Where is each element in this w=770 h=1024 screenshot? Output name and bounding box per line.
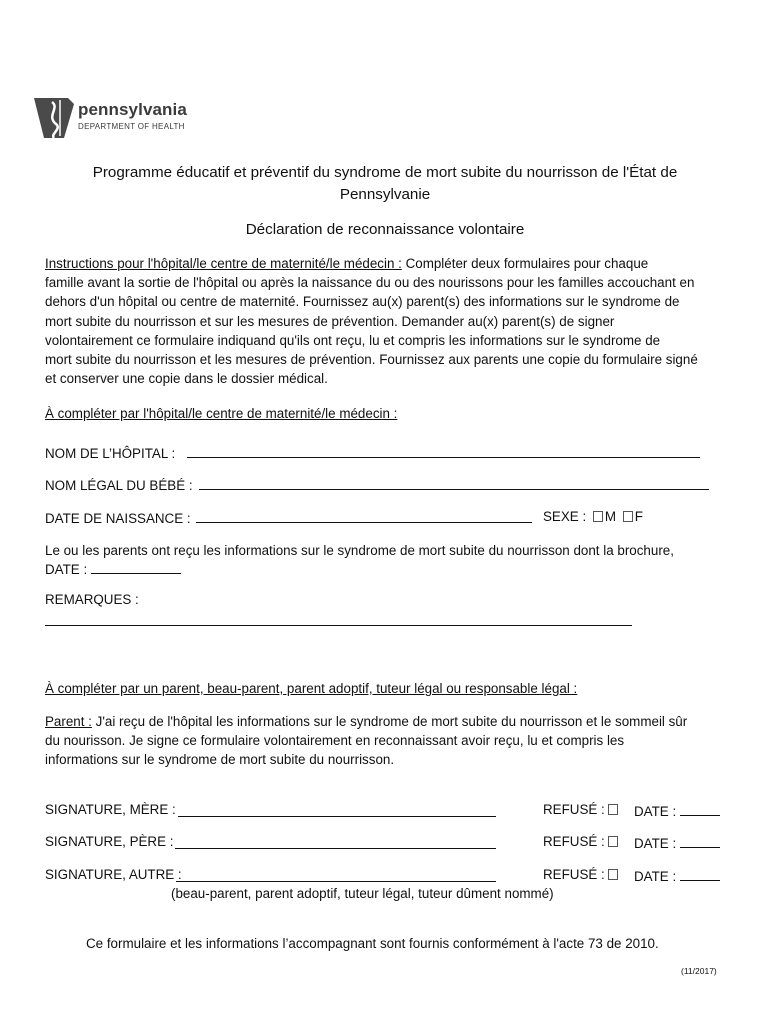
baby-name-row xyxy=(45,476,709,493)
refused-label: REFUSÉ : xyxy=(543,867,605,882)
brochure-date-field[interactable] xyxy=(91,560,181,574)
parent-label: Parent : xyxy=(45,714,92,729)
pa-logo xyxy=(34,96,78,140)
sex-label: SEXE : xyxy=(543,509,587,524)
hospital-section-heading: À compléter par l'hôpital/le centre de maternité/le médecin : xyxy=(45,406,398,421)
instructions-line: famille avant la sortie de l'hôpital ou après la naissance du ou des nourissons pour les familles accouchant en xyxy=(45,275,695,291)
signature-label: SIGNATURE, PÈRE : xyxy=(45,834,174,849)
signature-other-field[interactable] xyxy=(176,881,496,882)
remarks-field[interactable] xyxy=(45,625,632,626)
birth-date-label: DATE DE NAISSANCE : xyxy=(45,511,191,526)
refused-label: REFUSÉ : xyxy=(543,802,605,817)
legal-footer: Ce formulaire et les informations l’accompagnant sont fournis conformément à l'acte 73 de 2010. xyxy=(86,936,659,951)
sex-f-label: F xyxy=(634,509,643,524)
logo-department: DEPARTMENT OF HEALTH xyxy=(78,122,185,131)
instructions-label: Instructions pour l'hôpital/le centre de maternité/le médecin : xyxy=(45,256,402,271)
brochure-date-label: DATE : xyxy=(45,562,88,578)
date-mother-field[interactable] xyxy=(680,802,720,816)
sex-f-checkbox[interactable] xyxy=(623,511,633,522)
page-subtitle: Déclaration de reconnaissance volontaire xyxy=(245,221,525,238)
instructions-first-line: Compléter deux formulaires pour chaque xyxy=(401,256,649,271)
refused-father xyxy=(543,834,620,849)
date-father-field[interactable] xyxy=(680,834,720,848)
refused-mother xyxy=(543,802,620,817)
hospital-name-label: NOM DE L’HÔPITAL : xyxy=(45,446,176,461)
signature-mother-field[interactable] xyxy=(178,816,496,817)
instructions-line: mort subite du nourrisson et sur les mesures de prévention. Demander au(x) parent(s) de signer xyxy=(45,313,615,329)
refused-other-checkbox[interactable] xyxy=(608,869,618,880)
sex-m-label: M xyxy=(604,509,617,524)
date-father xyxy=(634,834,720,851)
date-other-field[interactable] xyxy=(680,867,720,881)
signature-row-other xyxy=(45,867,182,882)
parent-statement-line-1: J'ai reçu de l'hôpital les informations sur le syndrome de mort subite du nourrisson et le sommeil sûr xyxy=(91,714,688,729)
birth-date-field[interactable] xyxy=(196,509,532,523)
sex-m-checkbox[interactable] xyxy=(593,511,603,522)
parent-statement-line-2: du nourisson. Je signe ce formulaire volontairement en reconnaissant avoir reçu, lu et compris les xyxy=(45,733,625,749)
instructions-line: volontairement ce formulaire indiquand qu'ils ont reçu, lu et compris les informations sur le syndrome de xyxy=(45,332,661,348)
baby-name-field[interactable] xyxy=(199,476,709,490)
birth-date-row xyxy=(45,509,532,526)
parent-section-heading: À compléter par un parent, beau-parent, parent adoptif, tuteur légal ou responsable légal : xyxy=(45,681,578,696)
refused-mother-checkbox[interactable] xyxy=(608,804,618,815)
date-label: DATE : xyxy=(634,804,677,819)
instructions-line: mort subite du nourrisson et les mesures de prévention. Fournissez aux parents une copie du formulaire signé xyxy=(45,352,698,368)
baby-name-label: NOM LÉGAL DU BÉBÉ : xyxy=(45,478,193,493)
title-line-2: Pennsylvanie xyxy=(339,186,431,203)
hospital-name-row xyxy=(45,444,700,461)
title-line-1: Programme éducatif et préventif du syndrome de mort subite du nourrisson de l'État de xyxy=(92,164,678,181)
signature-father-field[interactable] xyxy=(175,848,496,849)
instructions-line: dehors d'un hôpital ou centre de maternité. Fournissez au(x) parent(s) des informations sur le syndrome de xyxy=(45,294,680,310)
brochure-statement xyxy=(45,541,725,579)
signature-label: SIGNATURE, MÈRE : xyxy=(45,802,176,817)
hospital-name-field[interactable] xyxy=(187,444,700,458)
logo-wordmark: pennsylvania xyxy=(78,100,187,119)
date-mother xyxy=(634,802,720,819)
instructions-line: et conserver une copie dans le dossier médical. xyxy=(45,371,328,387)
signature-row-mother xyxy=(45,802,176,817)
refused-other xyxy=(543,867,620,882)
signature-label: SIGNATURE, AUTRE : xyxy=(45,867,182,882)
page-title xyxy=(40,162,730,206)
date-other xyxy=(634,867,720,884)
brochure-text: Le ou les parents ont reçu les informations sur le syndrome de mort subite du nourrisson dont la brochure, xyxy=(45,543,674,558)
parent-statement-line-3: informations sur le syndrome de mort subite du nourrisson. xyxy=(45,752,395,768)
other-signature-note: (beau-parent, parent adoptif, tuteur légal, tuteur dûment nommé) xyxy=(171,886,554,901)
refused-label: REFUSÉ : xyxy=(543,834,605,849)
remarks-label: REMARQUES : xyxy=(45,592,139,607)
instructions-block xyxy=(45,254,725,388)
date-label: DATE : xyxy=(634,836,677,851)
date-label: DATE : xyxy=(634,869,677,884)
signature-row-father xyxy=(45,834,173,849)
keystone-icon xyxy=(34,96,76,140)
parent-statement xyxy=(45,712,725,770)
sex-row xyxy=(543,509,643,524)
form-version: (11/2017) xyxy=(681,966,717,976)
refused-father-checkbox[interactable] xyxy=(608,836,618,847)
